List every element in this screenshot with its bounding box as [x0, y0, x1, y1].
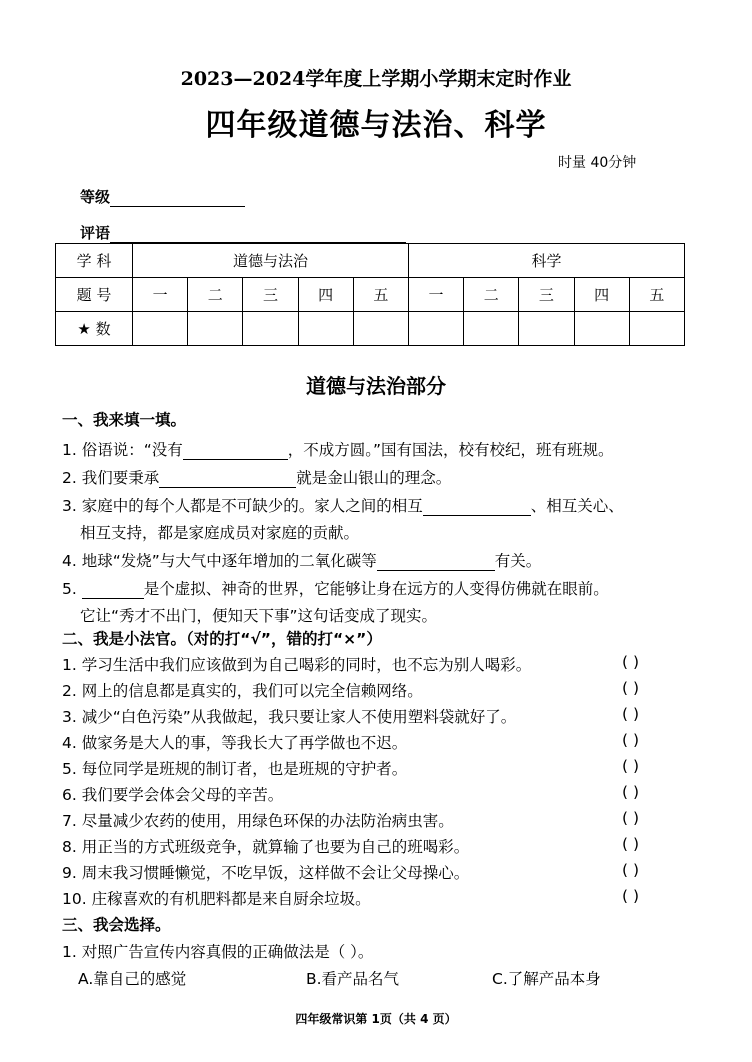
time-limit: 时量 40分钟 — [558, 155, 637, 171]
judge-item: 5. 每位同学是班规的制订者，也是班规的守护者。 — [62, 760, 408, 778]
comment-blank[interactable] — [110, 226, 406, 243]
exam-title-line1: 2023—2024学年度上学期小学期末定时作业 — [180, 68, 572, 90]
table-cell: ★ 数 — [56, 312, 133, 346]
table-cell: 三 — [519, 278, 574, 312]
score-cell[interactable] — [133, 312, 188, 346]
table-cell: 四 — [574, 278, 629, 312]
part2-heading: 二、我是小法官。（对的打“√”，错的打“×”） — [62, 630, 382, 648]
judge-item: 8. 用正当的方式班级竞争，就算输了也要为自己的班喝彩。 — [62, 838, 470, 856]
table-cell: 学 科 — [56, 244, 133, 278]
judge-item: 4. 做家务是大人的事，等我长大了再学做也不迟。 — [62, 734, 408, 752]
question: 1. 俗语说：“没有 ，不成方圆。”国有国法，校有校纪，班有班规。 — [62, 441, 614, 459]
table-cell: 一 — [408, 278, 463, 312]
score-cell[interactable] — [629, 312, 684, 346]
answer-blank[interactable] — [159, 471, 296, 488]
answer-paren[interactable]: ( ) — [622, 679, 640, 697]
table-cell: 五 — [629, 278, 684, 312]
comment-label: 评语 — [80, 224, 111, 242]
score-cell[interactable] — [188, 312, 243, 346]
answer-paren[interactable]: ( ) — [622, 835, 640, 853]
question: 3. 家庭中的每个人都是不可缺少的。家人之间的相互 、相互关心、 — [62, 497, 624, 515]
table-cell: 一 — [133, 278, 188, 312]
question: 4. 地球“发烧”与大气中逐年增加的二氧化碳等 有关。 — [62, 552, 542, 570]
choice-option-b[interactable]: B.看产品名气 — [306, 970, 400, 988]
page-footer: 四年级常识第 1页（共 4 页） — [295, 1012, 457, 1026]
answer-paren[interactable]: ( ) — [622, 809, 640, 827]
table-cell: 五 — [353, 278, 408, 312]
score-cell[interactable] — [464, 312, 519, 346]
choice-option-a[interactable]: A.靠自己的感觉 — [78, 970, 187, 988]
table-cell: 三 — [243, 278, 298, 312]
score-cell[interactable] — [298, 312, 353, 346]
comment-field — [80, 222, 406, 243]
grade-field — [80, 186, 245, 207]
table-row — [56, 278, 685, 312]
score-cell[interactable] — [243, 312, 298, 346]
exam-title-line2: 四年级道德与法治、科学 — [205, 108, 547, 143]
question-continuation: 它让“秀才不出门，便知天下事”这句话变成了现实。 — [80, 607, 438, 625]
question-continuation: 相互支持，都是家庭成员对家庭的贡献。 — [80, 524, 360, 542]
score-table — [55, 243, 685, 346]
choice-question: 1. 对照广告宣传内容真假的正确做法是（ ）。 — [62, 943, 374, 961]
answer-paren[interactable]: ( ) — [622, 887, 640, 905]
answer-paren[interactable]: ( ) — [622, 705, 640, 723]
answer-paren[interactable]: ( ) — [622, 653, 640, 671]
judge-item: 9. 周末我习惯睡懒觉，不吃早饭，这样做不会让父母操心。 — [62, 864, 470, 882]
judge-item: 2. 网上的信息都是真实的，我们可以完全信赖网络。 — [62, 682, 423, 700]
table-cell: 题 号 — [56, 278, 133, 312]
answer-paren[interactable]: ( ) — [622, 731, 640, 749]
table-cell: 科学 — [408, 244, 684, 278]
score-cell[interactable] — [408, 312, 463, 346]
choice-option-c[interactable]: C.了解产品本身 — [492, 970, 601, 988]
question: 2. 我们要秉承 就是金山银山的理念。 — [62, 469, 452, 487]
part1-heading: 一、我来填一填。 — [62, 411, 187, 429]
question: 5. 是个虚拟、神奇的世界，它能够让身在远方的人变得仿佛就在眼前。 — [62, 580, 609, 598]
answer-blank[interactable] — [377, 554, 495, 571]
table-row — [56, 312, 685, 346]
table-cell: 道德与法治 — [133, 244, 409, 278]
judge-item: 3. 减少“白色污染”从我做起，我只要让家人不使用塑料袋就好了。 — [62, 708, 517, 726]
judge-item: 7. 尽量减少农药的使用，用绿色环保的办法防治病虫害。 — [62, 812, 454, 830]
score-cell[interactable] — [519, 312, 574, 346]
judge-item: 10. 庄稼喜欢的有机肥料都是来自厨余垃圾。 — [62, 890, 371, 908]
table-cell: 四 — [298, 278, 353, 312]
section-title: 道德与法治部分 — [306, 374, 446, 398]
score-cell[interactable] — [574, 312, 629, 346]
table-cell: 二 — [188, 278, 243, 312]
table-cell: 二 — [464, 278, 519, 312]
answer-blank[interactable] — [423, 499, 531, 516]
judge-item: 6. 我们要学会体会父母的辛苦。 — [62, 786, 284, 804]
grade-blank[interactable] — [110, 190, 245, 207]
score-cell[interactable] — [353, 312, 408, 346]
answer-blank[interactable] — [82, 582, 144, 599]
table-row — [56, 244, 685, 278]
answer-paren[interactable]: ( ) — [622, 757, 640, 775]
answer-blank[interactable] — [183, 443, 288, 460]
answer-paren[interactable]: ( ) — [622, 783, 640, 801]
part3-heading: 三、我会选择。 — [62, 916, 171, 934]
judge-item: 1. 学习生活中我们应该做到为自己喝彩的同时，也不忘为别人喝彩。 — [62, 656, 532, 674]
answer-paren[interactable]: ( ) — [622, 861, 640, 879]
grade-label: 等级 — [80, 188, 111, 206]
